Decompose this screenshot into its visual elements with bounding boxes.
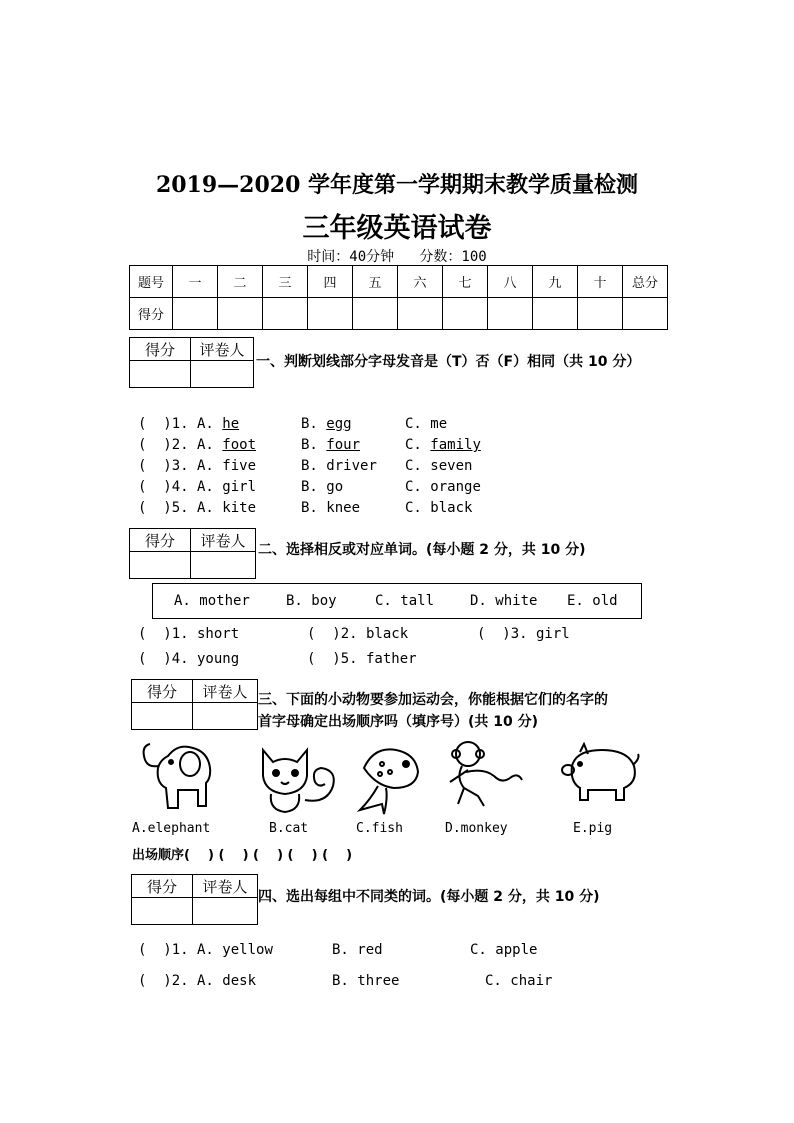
s1-question-5: ( )5. A. kite (138, 500, 257, 516)
s1-q5-c: C. black (405, 500, 473, 516)
score-table-col: 七 (443, 266, 488, 298)
grader-name-cell[interactable] (191, 552, 256, 579)
grader-score-label: 得分 (130, 529, 191, 552)
s2-option-a: A. mother (174, 593, 250, 609)
grader-name-label: 评卷人 (193, 875, 258, 898)
score-table-col: 总分 (623, 266, 668, 298)
score-cell[interactable] (443, 298, 488, 330)
s1-q2-b: B. four (301, 437, 361, 453)
s2-option-e: E. old (567, 593, 618, 609)
score-cell[interactable] (623, 298, 668, 330)
score-table-col: 二 (218, 266, 263, 298)
s1-question-2: ( )2. A. foot (138, 437, 257, 453)
s2-question-4: ( )4. young (138, 651, 240, 667)
exam-title: 2019—2020 学年度第一学期期末教学质量检测 (155, 172, 639, 198)
score-cell[interactable] (578, 298, 623, 330)
score-table-col: 十 (578, 266, 623, 298)
s4-question-1: ( )1. A. yellow (138, 942, 273, 958)
grader-score-label: 得分 (132, 680, 193, 703)
section3-heading-line1: 三、下面的小动物要参加运动会，你能根据它们的名字的 (258, 692, 608, 708)
section4-heading: 四、选出每组中不同类的词。(每小题 2 分，共 10 分) (258, 889, 600, 905)
grader-score-cell[interactable] (130, 361, 191, 388)
score-table-col: 一 (173, 266, 218, 298)
s1-q1-b: B. egg (301, 416, 352, 432)
score-cell[interactable] (398, 298, 443, 330)
fish-icon (354, 738, 426, 818)
animal-label-cat: B.cat (269, 821, 309, 836)
section3-heading-line2: 首字母确定出场顺序吗（填序号）(共 10 分) (258, 714, 539, 730)
score-table (129, 265, 668, 330)
s1-q3-b: B. driver (301, 458, 377, 474)
s2-question-3: ( )3. girl (477, 626, 570, 642)
exam-time-score (0, 246, 794, 266)
s1-question-3: ( )3. A. five (138, 458, 257, 474)
score-cell[interactable] (308, 298, 353, 330)
score-table-row-label: 得分 (130, 298, 173, 330)
score-cell[interactable] (218, 298, 263, 330)
score-table-row-label: 题号 (130, 266, 173, 298)
score-cell[interactable] (353, 298, 398, 330)
s1-q1-c: C. me (405, 416, 448, 432)
s4-question-2: ( )2. A. desk (138, 973, 257, 989)
score-table-col: 三 (263, 266, 308, 298)
s1-q2-c: C. family (405, 437, 481, 453)
order-label: 出场顺序 (132, 848, 185, 863)
s4-q2-c: C. chair (485, 973, 553, 989)
grader-score-label: 得分 (130, 338, 191, 361)
cat-icon (255, 740, 341, 816)
animal-label-monkey: D.monkey (445, 821, 508, 836)
score-cell[interactable] (263, 298, 308, 330)
grader-box (131, 679, 258, 730)
s4-q2-b: B. three (332, 973, 400, 989)
score-table-header-row (130, 266, 668, 298)
section2-heading: 二、选择相反或对应单词。(每小题 2 分，共 10 分) (258, 542, 586, 558)
grader-score-cell[interactable] (130, 552, 191, 579)
grader-box (129, 528, 256, 579)
grader-score-label: 得分 (132, 875, 193, 898)
grader-name-label: 评卷人 (191, 529, 256, 552)
s1-q4-b: B. go (301, 479, 344, 495)
score-table-col: 九 (533, 266, 578, 298)
grader-score-cell[interactable] (132, 703, 193, 730)
pig-icon (558, 742, 642, 806)
grader-name-cell[interactable] (191, 361, 254, 388)
score-table-score-row (130, 298, 668, 330)
score-label: 分数：100 (419, 249, 487, 265)
grader-name-label: 评卷人 (193, 680, 258, 703)
score-cell[interactable] (533, 298, 578, 330)
animal-label-fish: C.fish (356, 821, 403, 836)
time-label: 时间：40分钟 (307, 249, 395, 265)
s4-q1-b: B. red (332, 942, 383, 958)
s1-q3-c: C. seven (405, 458, 473, 474)
grader-name-cell[interactable] (193, 898, 258, 925)
s2-option-c: C. tall (375, 593, 435, 609)
s2-question-5: ( )5. father (307, 651, 417, 667)
score-table-col: 五 (353, 266, 398, 298)
score-cell[interactable] (173, 298, 218, 330)
grader-score-cell[interactable] (132, 898, 193, 925)
exam-subtitle: 三年级英语试卷 (302, 213, 492, 244)
s2-question-2: ( )2. black (307, 626, 409, 642)
score-cell[interactable] (488, 298, 533, 330)
s2-option-b: B. boy (286, 593, 337, 609)
grader-name-cell[interactable] (193, 703, 258, 730)
grader-name-label: 评卷人 (191, 338, 254, 361)
s4-q1-c: C. apple (470, 942, 538, 958)
score-table-col: 四 (308, 266, 353, 298)
s2-question-1: ( )1. short (138, 626, 240, 642)
animal-label-elephant: A.elephant (132, 821, 211, 836)
monkey-icon (444, 738, 528, 810)
elephant-icon (138, 738, 218, 816)
s1-q5-b: B. knee (301, 500, 361, 516)
s1-question-4: ( )4. A. girl (138, 479, 257, 495)
s1-q4-c: C. orange (405, 479, 481, 495)
score-table-col: 八 (488, 266, 533, 298)
s2-option-d: D. white (470, 593, 538, 609)
grader-box (129, 337, 254, 388)
score-table-col: 六 (398, 266, 443, 298)
s1-question-1: ( )1. A. he (138, 416, 240, 432)
grader-box (131, 874, 258, 925)
section1-heading: 一、判断划线部分字母发音是（T）否（F）相同（共 10 分） (256, 354, 641, 370)
animal-label-pig: E.pig (573, 821, 613, 836)
order-answer-line: 出场顺序( ) ( ) ( ) ( ) ( ) (132, 848, 353, 863)
